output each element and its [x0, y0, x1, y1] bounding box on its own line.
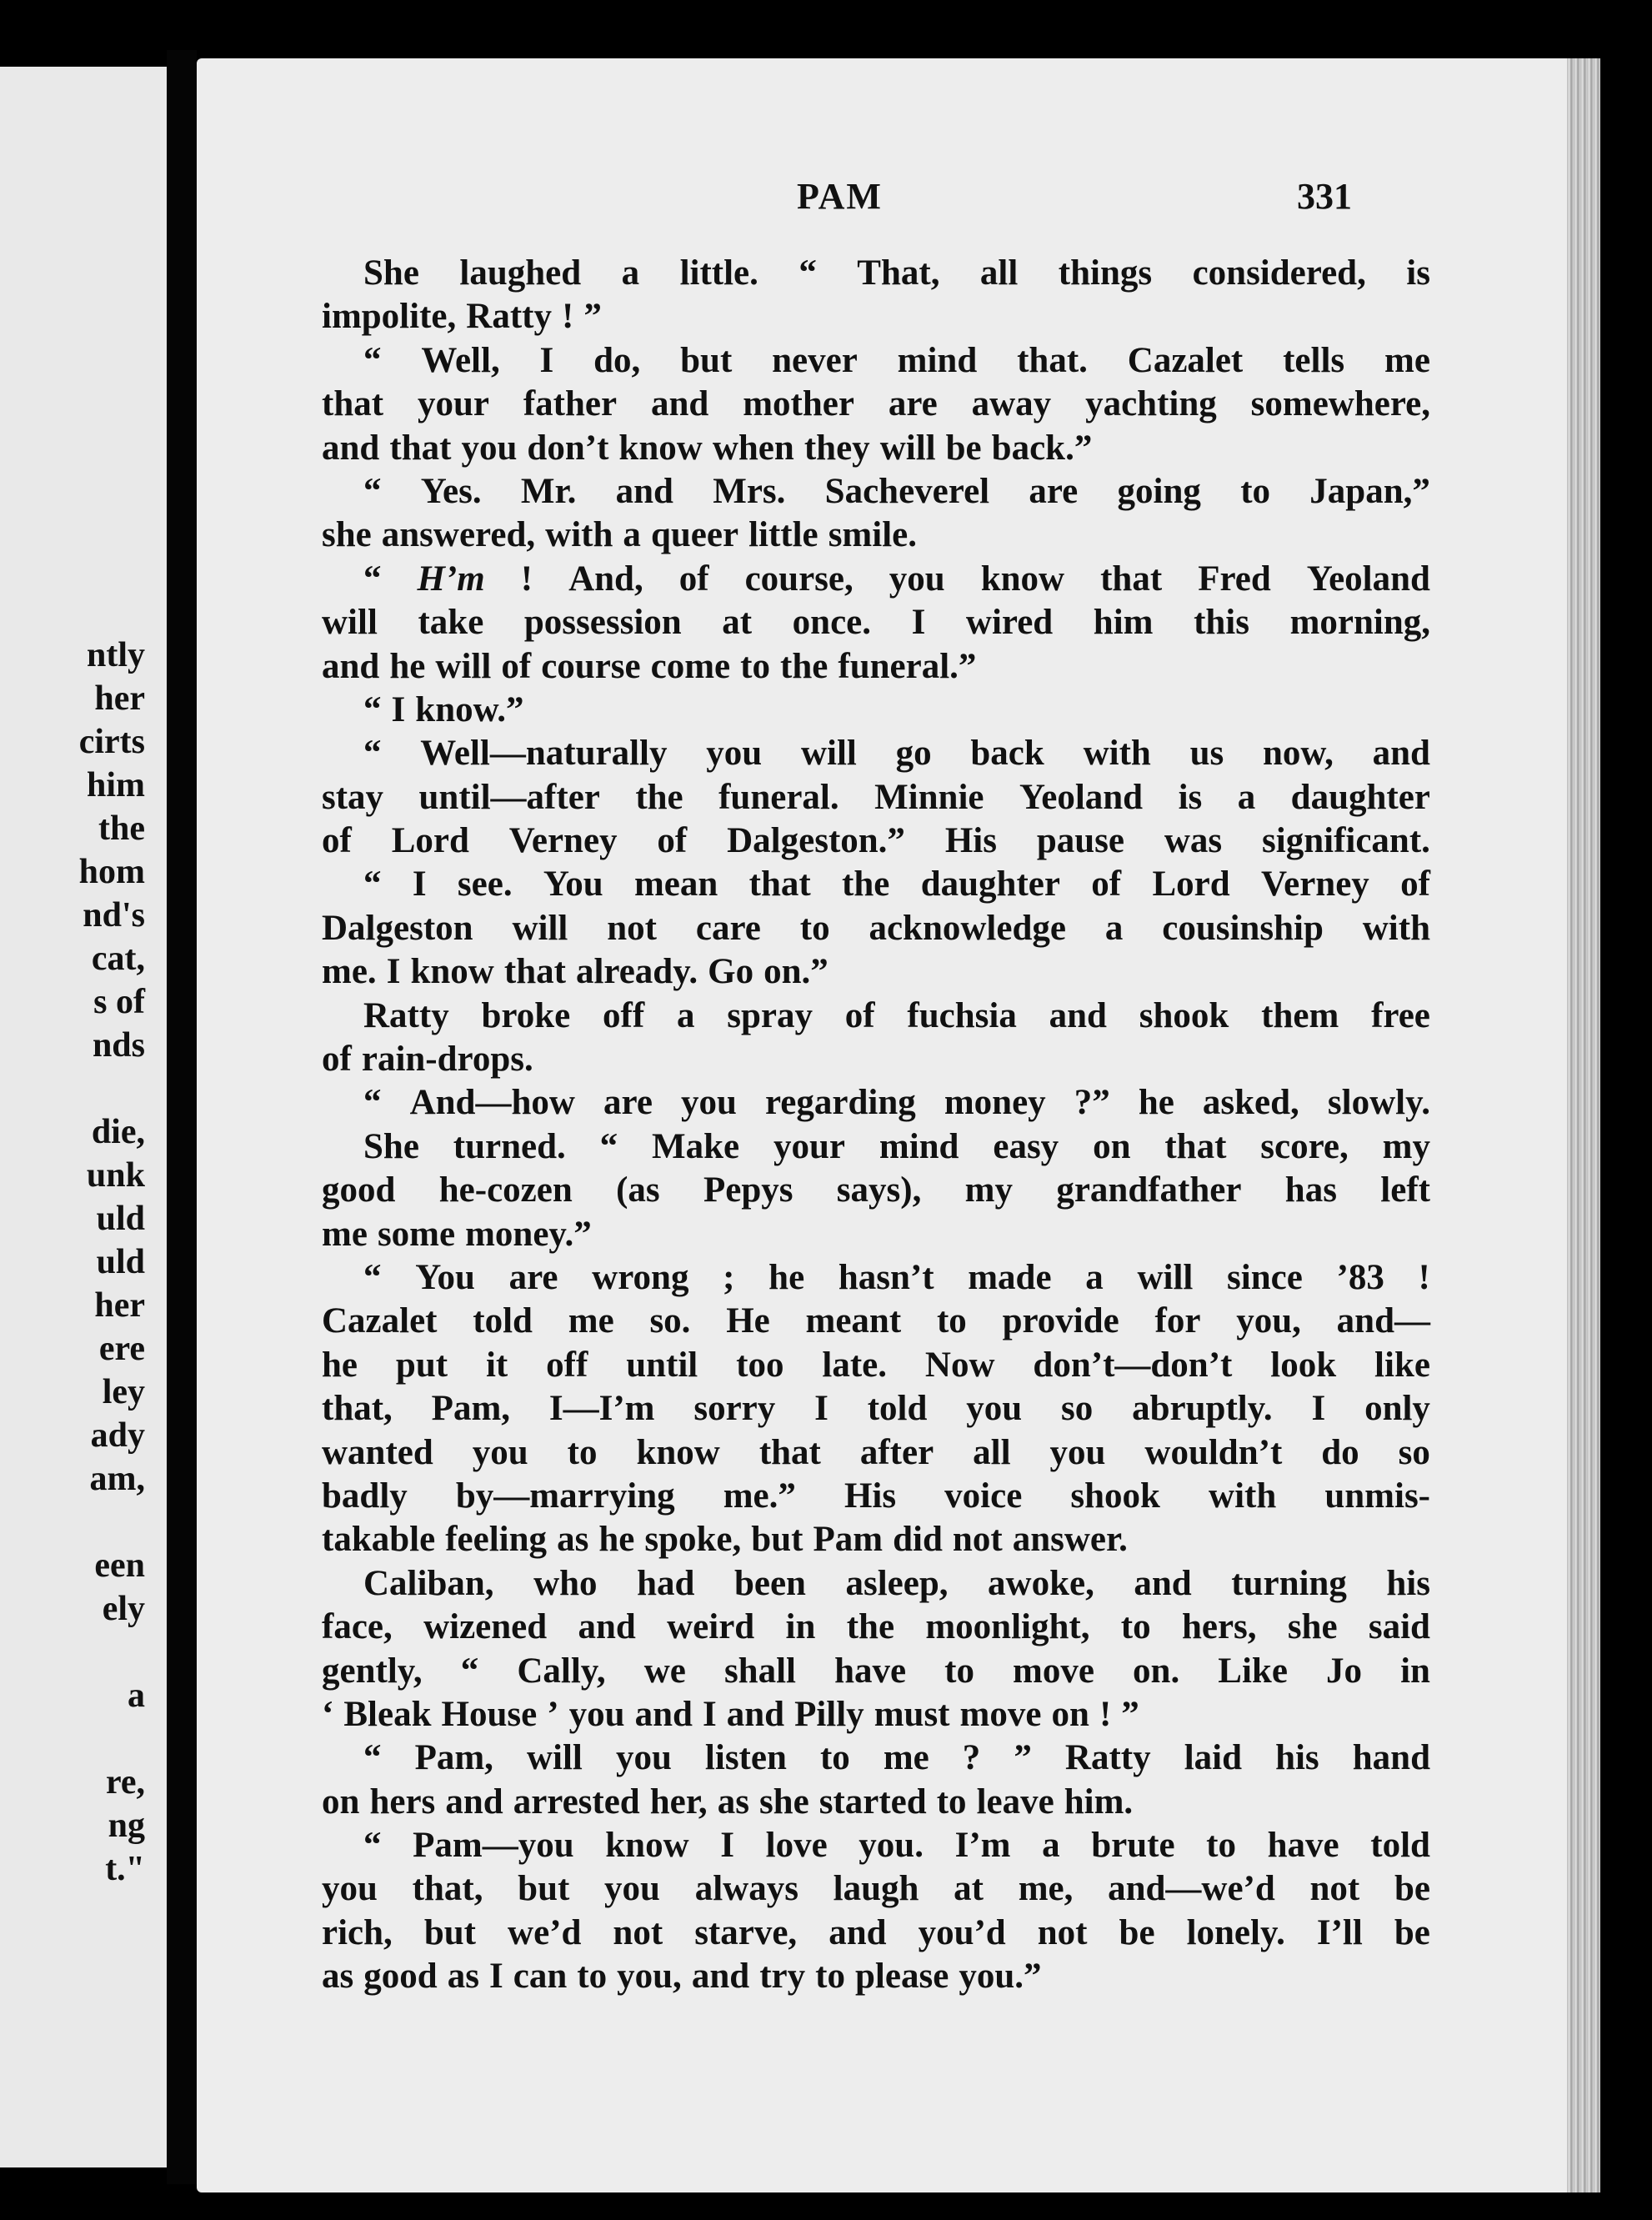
text-line: gently, “ Cally, we shall have to move on. Like Jo in	[322, 1651, 1430, 1691]
text-line: wanted you to know that after all you wouldn’t do so	[322, 1432, 1430, 1472]
facing-page-line: s of	[93, 983, 145, 1021]
facing-page-line: ntly	[86, 636, 145, 674]
facing-page-line: nds	[92, 1026, 145, 1065]
facing-page-line: her	[94, 679, 145, 718]
facing-page-line: a	[128, 1676, 145, 1715]
text-line: that, Pam, I—I’m sorry I told you so abruptly. I only	[322, 1389, 1430, 1429]
text-line: Caliban, who had been asleep, awoke, and turning his	[363, 1563, 1430, 1603]
book-gutter	[167, 50, 197, 2184]
facing-page-line: uld	[96, 1243, 145, 1281]
text-line: badly by—marrying me.” His voice shook with unmis-	[322, 1476, 1430, 1516]
facing-page	[0, 67, 167, 2167]
text-line: ‘ Bleak House ’ you and I and Pilly must move on ! ”	[322, 1694, 1139, 1734]
text-line: will take possession at once. I wired him this morning,	[322, 603, 1430, 643]
page-number: 331	[1297, 176, 1352, 217]
text-line: She turned. “ Make your mind easy on that score, my	[363, 1126, 1430, 1166]
facing-page-line: unk	[86, 1156, 145, 1195]
text-line: good he-cozen (as Pepys says), my grandfather has left	[322, 1170, 1430, 1210]
facing-page-line	[12, 1067, 145, 1110]
facing-page-line: her	[94, 1286, 145, 1325]
text-line: “ I know.”	[363, 689, 524, 729]
text-line: she answered, with a queer little smile.	[322, 515, 917, 555]
running-head	[197, 175, 1577, 225]
facing-page-line: hom	[78, 853, 145, 891]
text-line: Dalgeston will not care to acknowledge a cousinship with	[322, 908, 1430, 948]
text-line: Cazalet told me so. He meant to provide for you, and—	[322, 1301, 1430, 1341]
text-line: that your father and mother are away yachting somewhere,	[322, 384, 1430, 424]
facing-page-line: t."	[105, 1850, 145, 1888]
facing-page-line: nd's	[83, 896, 145, 935]
facing-page-line: am,	[89, 1460, 145, 1498]
facing-page-line: ady	[90, 1416, 145, 1455]
text-line: he put it off until too late. Now don’t—don’t look like	[322, 1345, 1430, 1385]
facing-page-line: ley	[102, 1373, 145, 1411]
text-line: you that, but you always laugh at me, and—we’d not be	[322, 1869, 1430, 1909]
text-line: “ H’m ! And, of course, you know that Fred Yeoland	[363, 559, 1430, 599]
text-line: and he will of course come to the funeral.”	[322, 646, 977, 686]
text-line: of Lord Verney of Dalgeston.” His pause was significant.	[322, 821, 1430, 861]
text-line: on hers and arrested her, as she started to leave him.	[322, 1782, 1134, 1822]
facing-page-line: die,	[91, 1113, 145, 1151]
facing-page-line: uld	[96, 1200, 145, 1238]
text-line: of rain-drops.	[322, 1040, 533, 1080]
facing-page-line	[12, 1501, 145, 1544]
running-title: PAM	[797, 176, 883, 217]
facing-page-line: cirts	[78, 723, 145, 761]
body-text	[322, 252, 1430, 1999]
page-edge	[1567, 58, 1600, 2192]
facing-page-line: him	[86, 766, 145, 804]
text-line: and that you don’t know when they will be back.”	[322, 428, 1093, 468]
text-line: rich, but we’d not starve, and you’d not be lonely. I’ll be	[322, 1912, 1430, 1952]
text-line: She laughed a little. “ That, all things considered, is	[363, 253, 1430, 293]
facing-page-line: ng	[108, 1807, 145, 1845]
facing-page-text	[12, 634, 145, 1891]
facing-page-line	[12, 1717, 145, 1761]
text-line: face, wizened and weird in the moonlight, to hers, she said	[322, 1607, 1430, 1647]
text-line: “ Pam—you know I love you. I’m a brute to have told	[363, 1826, 1430, 1866]
text-line: stay until—after the funeral. Minnie Yeoland is a daughter	[322, 777, 1430, 817]
text-line: me. I know that already. Go on.”	[322, 952, 829, 992]
text-line: “ And—how are you regarding money ?” he asked, slowly.	[363, 1083, 1430, 1123]
text-line: “ I see. You mean that the daughter of Lord Verney of	[363, 864, 1430, 905]
facing-page-line: ely	[102, 1590, 145, 1628]
facing-page-line: cat,	[91, 940, 145, 978]
text-line: Ratty broke off a spray of fuchsia and shook them free	[363, 995, 1430, 1035]
facing-page-line: ere	[98, 1330, 145, 1368]
book-page	[197, 58, 1577, 2192]
text-line: as good as I can to you, and try to please you.”	[322, 1957, 1042, 1997]
text-line: me some money.”	[322, 1214, 592, 1254]
text-line: takable feeling as he spoke, but Pam did not answer.	[322, 1520, 1128, 1560]
text-line: “ Pam, will you listen to me ? ” Ratty laid his hand	[363, 1738, 1430, 1778]
facing-page-line	[12, 1631, 145, 1674]
facing-page-line: the	[98, 809, 145, 848]
facing-page-line: een	[94, 1546, 145, 1585]
text-line: “ Well, I do, but never mind that. Cazalet tells me	[363, 340, 1430, 380]
text-line: “ Well—naturally you will go back with us now, and	[363, 734, 1430, 774]
text-line: impolite, Ratty ! ”	[322, 297, 602, 337]
facing-page-line: re,	[105, 1763, 145, 1802]
text-line: “ Yes. Mr. and Mrs. Sacheverel are going to Japan,”	[363, 471, 1430, 511]
text-line: “ You are wrong ; he hasn’t made a will since ’83 !	[363, 1257, 1430, 1297]
